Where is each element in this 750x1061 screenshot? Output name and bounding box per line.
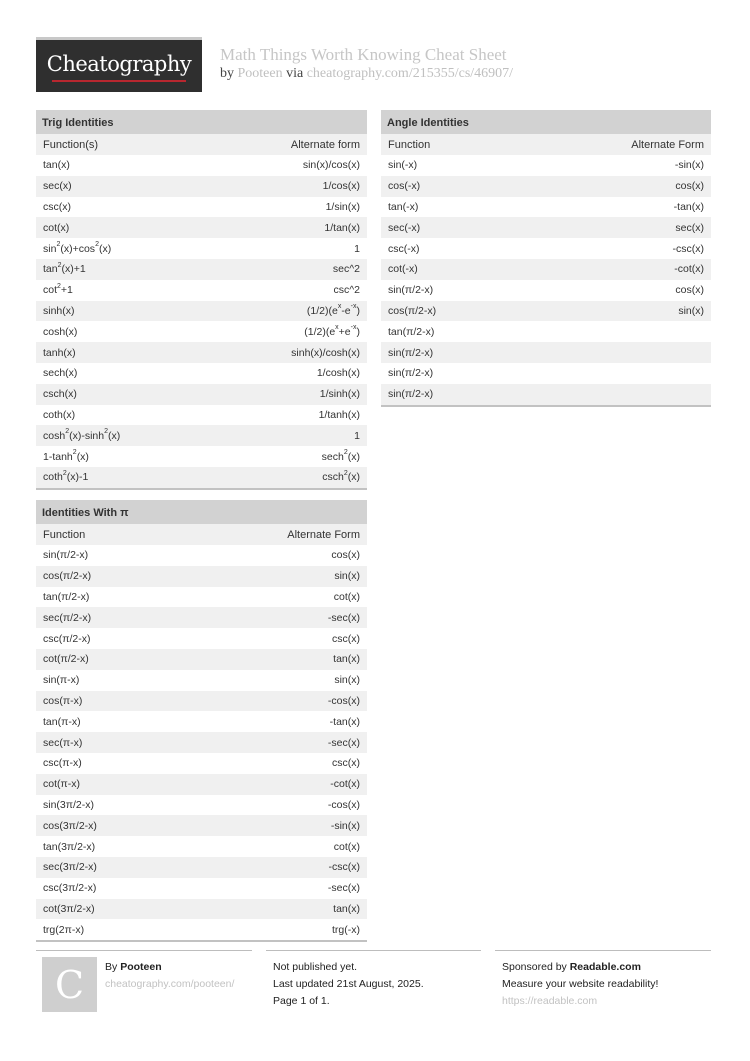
function-cell: cot(π-x): [43, 778, 80, 791]
alternate-form-cell: tan(x): [333, 653, 360, 666]
function-cell: $\cot^2+1$: [43, 282, 73, 297]
pi-identities-section: [36, 500, 367, 942]
table-row: [36, 384, 367, 405]
angle-rows: [381, 155, 711, 405]
function-cell: coth(x): [43, 408, 76, 421]
table-row: [36, 446, 367, 467]
function-cell: csch(x): [43, 388, 77, 401]
alternate-form-cell: $(1/2)(e^x-e^{-x})$: [306, 303, 360, 317]
alternate-form-cell: 1/tan(x): [324, 221, 360, 234]
function-cell: csc(π/2-x): [43, 632, 91, 645]
via-word: via: [286, 66, 304, 81]
alternate-form-cell: 1/tanh(x): [318, 408, 360, 421]
column-header-function: Function(s): [43, 138, 99, 151]
alternate-form-cell: -cot(x): [330, 778, 360, 791]
function-cell: tanh(x): [43, 346, 76, 359]
function-cell: tan(-x): [388, 200, 419, 213]
table-row: [381, 238, 711, 259]
column-header-function: Function: [43, 528, 86, 541]
table-row: [36, 607, 367, 628]
alternate-form-cell: -sec(x): [327, 611, 360, 624]
table-row: [36, 259, 367, 280]
table-row: [381, 176, 711, 197]
table-row: [36, 217, 367, 238]
table-row: [36, 919, 367, 940]
alternate-form-cell: -cos(x): [327, 798, 360, 811]
function-cell: cos(π-x): [43, 694, 83, 707]
table-row: [36, 815, 367, 836]
function-cell: cot(π/2-x): [43, 653, 89, 666]
function-cell: tan(π/2-x): [388, 325, 435, 338]
function-cell: $\sin^2(x)+\cos^2(x)$: [43, 241, 112, 255]
by-word: by: [220, 66, 234, 81]
table-row: [36, 405, 367, 426]
table-row: [36, 238, 367, 259]
function-cell: cos(π/2-x): [43, 570, 92, 583]
column-header-alternate: Alternate form: [290, 138, 360, 151]
alternate-form-cell: -csc(x): [328, 861, 360, 874]
table-row: [36, 363, 367, 384]
alternate-form-cell: cos(x): [675, 284, 704, 297]
angle-identities-section: [381, 110, 711, 407]
table-row: [36, 545, 367, 566]
function-cell: csc(-x): [388, 242, 420, 255]
last-updated: Last updated 21st August, 2025.: [273, 978, 424, 990]
alternate-form-cell: 1/sinh(x): [319, 388, 360, 401]
function-cell: trg(2π-x): [43, 923, 85, 936]
function-cell: csc(x): [43, 200, 71, 213]
function-cell: sec(-x): [388, 221, 421, 234]
section-divider: [36, 488, 367, 490]
alternate-form-cell: sin(x): [334, 570, 360, 583]
alternate-form-cell: cot(x): [333, 590, 360, 603]
column-header-row: [36, 134, 367, 155]
table-row: [381, 155, 711, 176]
sponsor-link[interactable]: Readable.com: [569, 961, 641, 973]
table-row: [36, 899, 367, 920]
section-title: Angle Identities: [381, 110, 711, 134]
sponsor-tagline: Measure your website readability!: [502, 978, 659, 990]
sponsor-url[interactable]: https://readable.com: [502, 995, 598, 1007]
table-row: [381, 259, 711, 280]
table-row: [381, 321, 711, 342]
table-row: [36, 836, 367, 857]
section-divider: [36, 940, 367, 942]
footer-author: [105, 961, 162, 973]
alternate-form-cell: $(1/2)(e^x+e^{-x})$: [304, 324, 360, 338]
table-row: [36, 342, 367, 363]
function-cell: tan(3π/2-x): [43, 840, 96, 853]
function-cell: $1-\tanh^2(x)$: [43, 449, 89, 463]
alternate-form-cell: -sec(x): [327, 736, 360, 749]
alternate-form-cell: 1/cos(x): [322, 180, 360, 193]
function-cell: tan(π/2-x): [43, 590, 90, 603]
logo-underline: [52, 80, 186, 82]
function-cell: cos(π/2-x): [388, 304, 437, 317]
function-cell: csc(3π/2-x): [43, 882, 97, 895]
alternate-form-cell: csch$^2$(x): [322, 469, 360, 484]
footer-by-label: By: [105, 961, 118, 973]
table-row: [36, 649, 367, 670]
alternate-form-cell: -csc(x): [672, 242, 704, 255]
table-row: [36, 774, 367, 795]
table-row: [36, 467, 367, 488]
trig-identities-section: [36, 110, 367, 490]
column-header-row: [36, 524, 367, 545]
function-cell: sin(π/2-x): [388, 388, 434, 401]
function-cell: $\cosh^2(x)-\sinh^2(x)$: [43, 428, 121, 442]
table-row: [36, 301, 367, 322]
alternate-form-cell: 1: [354, 242, 360, 255]
footer-divider: [266, 950, 481, 951]
column-header-alternate: Alternate Form: [631, 138, 704, 151]
function-cell: sin(π/2-x): [43, 549, 89, 562]
function-cell: sinh(x): [43, 304, 75, 317]
alternate-form-cell: -sin(x): [330, 819, 360, 832]
table-row: [36, 795, 367, 816]
table-row: [36, 197, 367, 218]
author-link[interactable]: Pooteen: [237, 66, 283, 81]
alternate-form-cell: -cot(x): [674, 263, 704, 276]
table-row: [381, 217, 711, 238]
alternate-form-cell: csc(x): [332, 757, 360, 770]
function-cell: cos(3π/2-x): [43, 819, 97, 832]
table-row: [36, 670, 367, 691]
alternate-form-cell: trg(-x): [332, 923, 360, 936]
alternate-form-cell: -sin(x): [674, 159, 704, 172]
table-row: [381, 197, 711, 218]
function-cell: sin(π-x): [43, 674, 80, 687]
footer-author-link[interactable]: Pooteen: [120, 961, 162, 973]
table-row: [381, 342, 711, 363]
section-title: Identities With π: [36, 500, 367, 524]
function-cell: cos(-x): [388, 180, 421, 193]
alternate-form-cell: 1/sin(x): [325, 200, 360, 213]
function-cell: coth$^2$(x)-1: [43, 469, 89, 484]
pi-rows: [36, 545, 367, 940]
alternate-form-cell: csc^2: [333, 284, 360, 297]
function-cell: sin(-x): [388, 159, 418, 172]
footer-divider: [36, 950, 252, 951]
sponsor-line: [502, 961, 641, 973]
site-logo[interactable]: [36, 37, 202, 92]
table-row: [36, 732, 367, 753]
function-cell: cot(x): [43, 221, 70, 234]
table-row: [36, 711, 367, 732]
column-header-function: Function: [388, 138, 431, 151]
table-row: [381, 301, 711, 322]
column-header-alternate: Alternate Form: [287, 528, 360, 541]
section-divider: [381, 405, 711, 407]
alternate-form-cell: 1: [354, 429, 360, 442]
author-avatar[interactable]: [42, 957, 97, 1012]
footer-divider: [495, 950, 711, 951]
function-cell: tan(x): [43, 159, 70, 172]
alternate-form-cell: sin(x): [678, 304, 704, 317]
function-cell: sin(π/2-x): [388, 367, 434, 380]
table-row: [381, 384, 711, 405]
alternate-form-cell: cot(x): [333, 840, 360, 853]
publish-status: Not published yet.: [273, 961, 358, 973]
table-row: [36, 753, 367, 774]
alternate-form-cell: tan(x): [333, 902, 360, 915]
function-cell: cosh(x): [43, 325, 78, 338]
function-cell: $\tan^2(x)+1$: [43, 261, 86, 276]
table-row: [381, 363, 711, 384]
alternate-form-cell: -sec(x): [327, 882, 360, 895]
table-row: [36, 176, 367, 197]
function-cell: sech(x): [43, 367, 78, 380]
table-row: [36, 691, 367, 712]
sponsor-prefix: Sponsored by: [502, 961, 567, 973]
function-cell: csc(π-x): [43, 757, 82, 770]
table-row: [36, 280, 367, 301]
alternate-form-cell: sinh(x)/cosh(x): [291, 346, 360, 359]
trig-rows: [36, 155, 367, 488]
alternate-form-cell: cos(x): [675, 180, 704, 193]
table-row: [381, 280, 711, 301]
table-row: [36, 321, 367, 342]
alternate-form-cell: sech$^2$(x): [321, 449, 360, 463]
byline: [220, 66, 513, 82]
avatar-letter: C: [54, 963, 85, 1007]
footer-author-url[interactable]: cheatography.com/pooteen/: [105, 978, 235, 990]
table-row: [36, 425, 367, 446]
table-row: [36, 857, 367, 878]
page-title: Math Things Worth Knowing Cheat Sheet: [220, 45, 507, 64]
alternate-form-cell: cos(x): [331, 549, 360, 562]
table-row: [36, 587, 367, 608]
function-cell: cot(3π/2-x): [43, 902, 95, 915]
function-cell: sin(3π/2-x): [43, 798, 95, 811]
section-title: Trig Identities: [36, 110, 367, 134]
alternate-form-cell: sin(x): [334, 674, 360, 687]
function-cell: cot(-x): [388, 263, 418, 276]
alternate-form-cell: sec(x): [675, 221, 704, 234]
table-row: [36, 566, 367, 587]
function-cell: sec(π-x): [43, 736, 83, 749]
alternate-form-cell: sin(x)/cos(x): [302, 159, 360, 172]
logo-text: Cheatography: [46, 52, 192, 76]
table-row: [36, 878, 367, 899]
function-cell: tan(π-x): [43, 715, 81, 728]
function-cell: sin(π/2-x): [388, 346, 434, 359]
alternate-form-cell: -tan(x): [329, 715, 360, 728]
table-row: [36, 628, 367, 649]
alternate-form-cell: -tan(x): [673, 200, 704, 213]
function-cell: sec(x): [43, 180, 72, 193]
page-number: Page 1 of 1.: [273, 995, 330, 1007]
alternate-form-cell: sec^2: [332, 263, 360, 276]
table-row: [36, 155, 367, 176]
column-header-row: [381, 134, 711, 155]
alternate-form-cell: -cos(x): [327, 694, 360, 707]
function-cell: sec(π/2-x): [43, 611, 92, 624]
alternate-form-cell: csc(x): [332, 632, 360, 645]
alternate-form-cell: 1/cosh(x): [316, 367, 360, 380]
sheet-url-link[interactable]: cheatography.com/215355/cs/46907/: [306, 66, 514, 81]
function-cell: sin(π/2-x): [388, 284, 434, 297]
function-cell: sec(3π/2-x): [43, 861, 97, 874]
